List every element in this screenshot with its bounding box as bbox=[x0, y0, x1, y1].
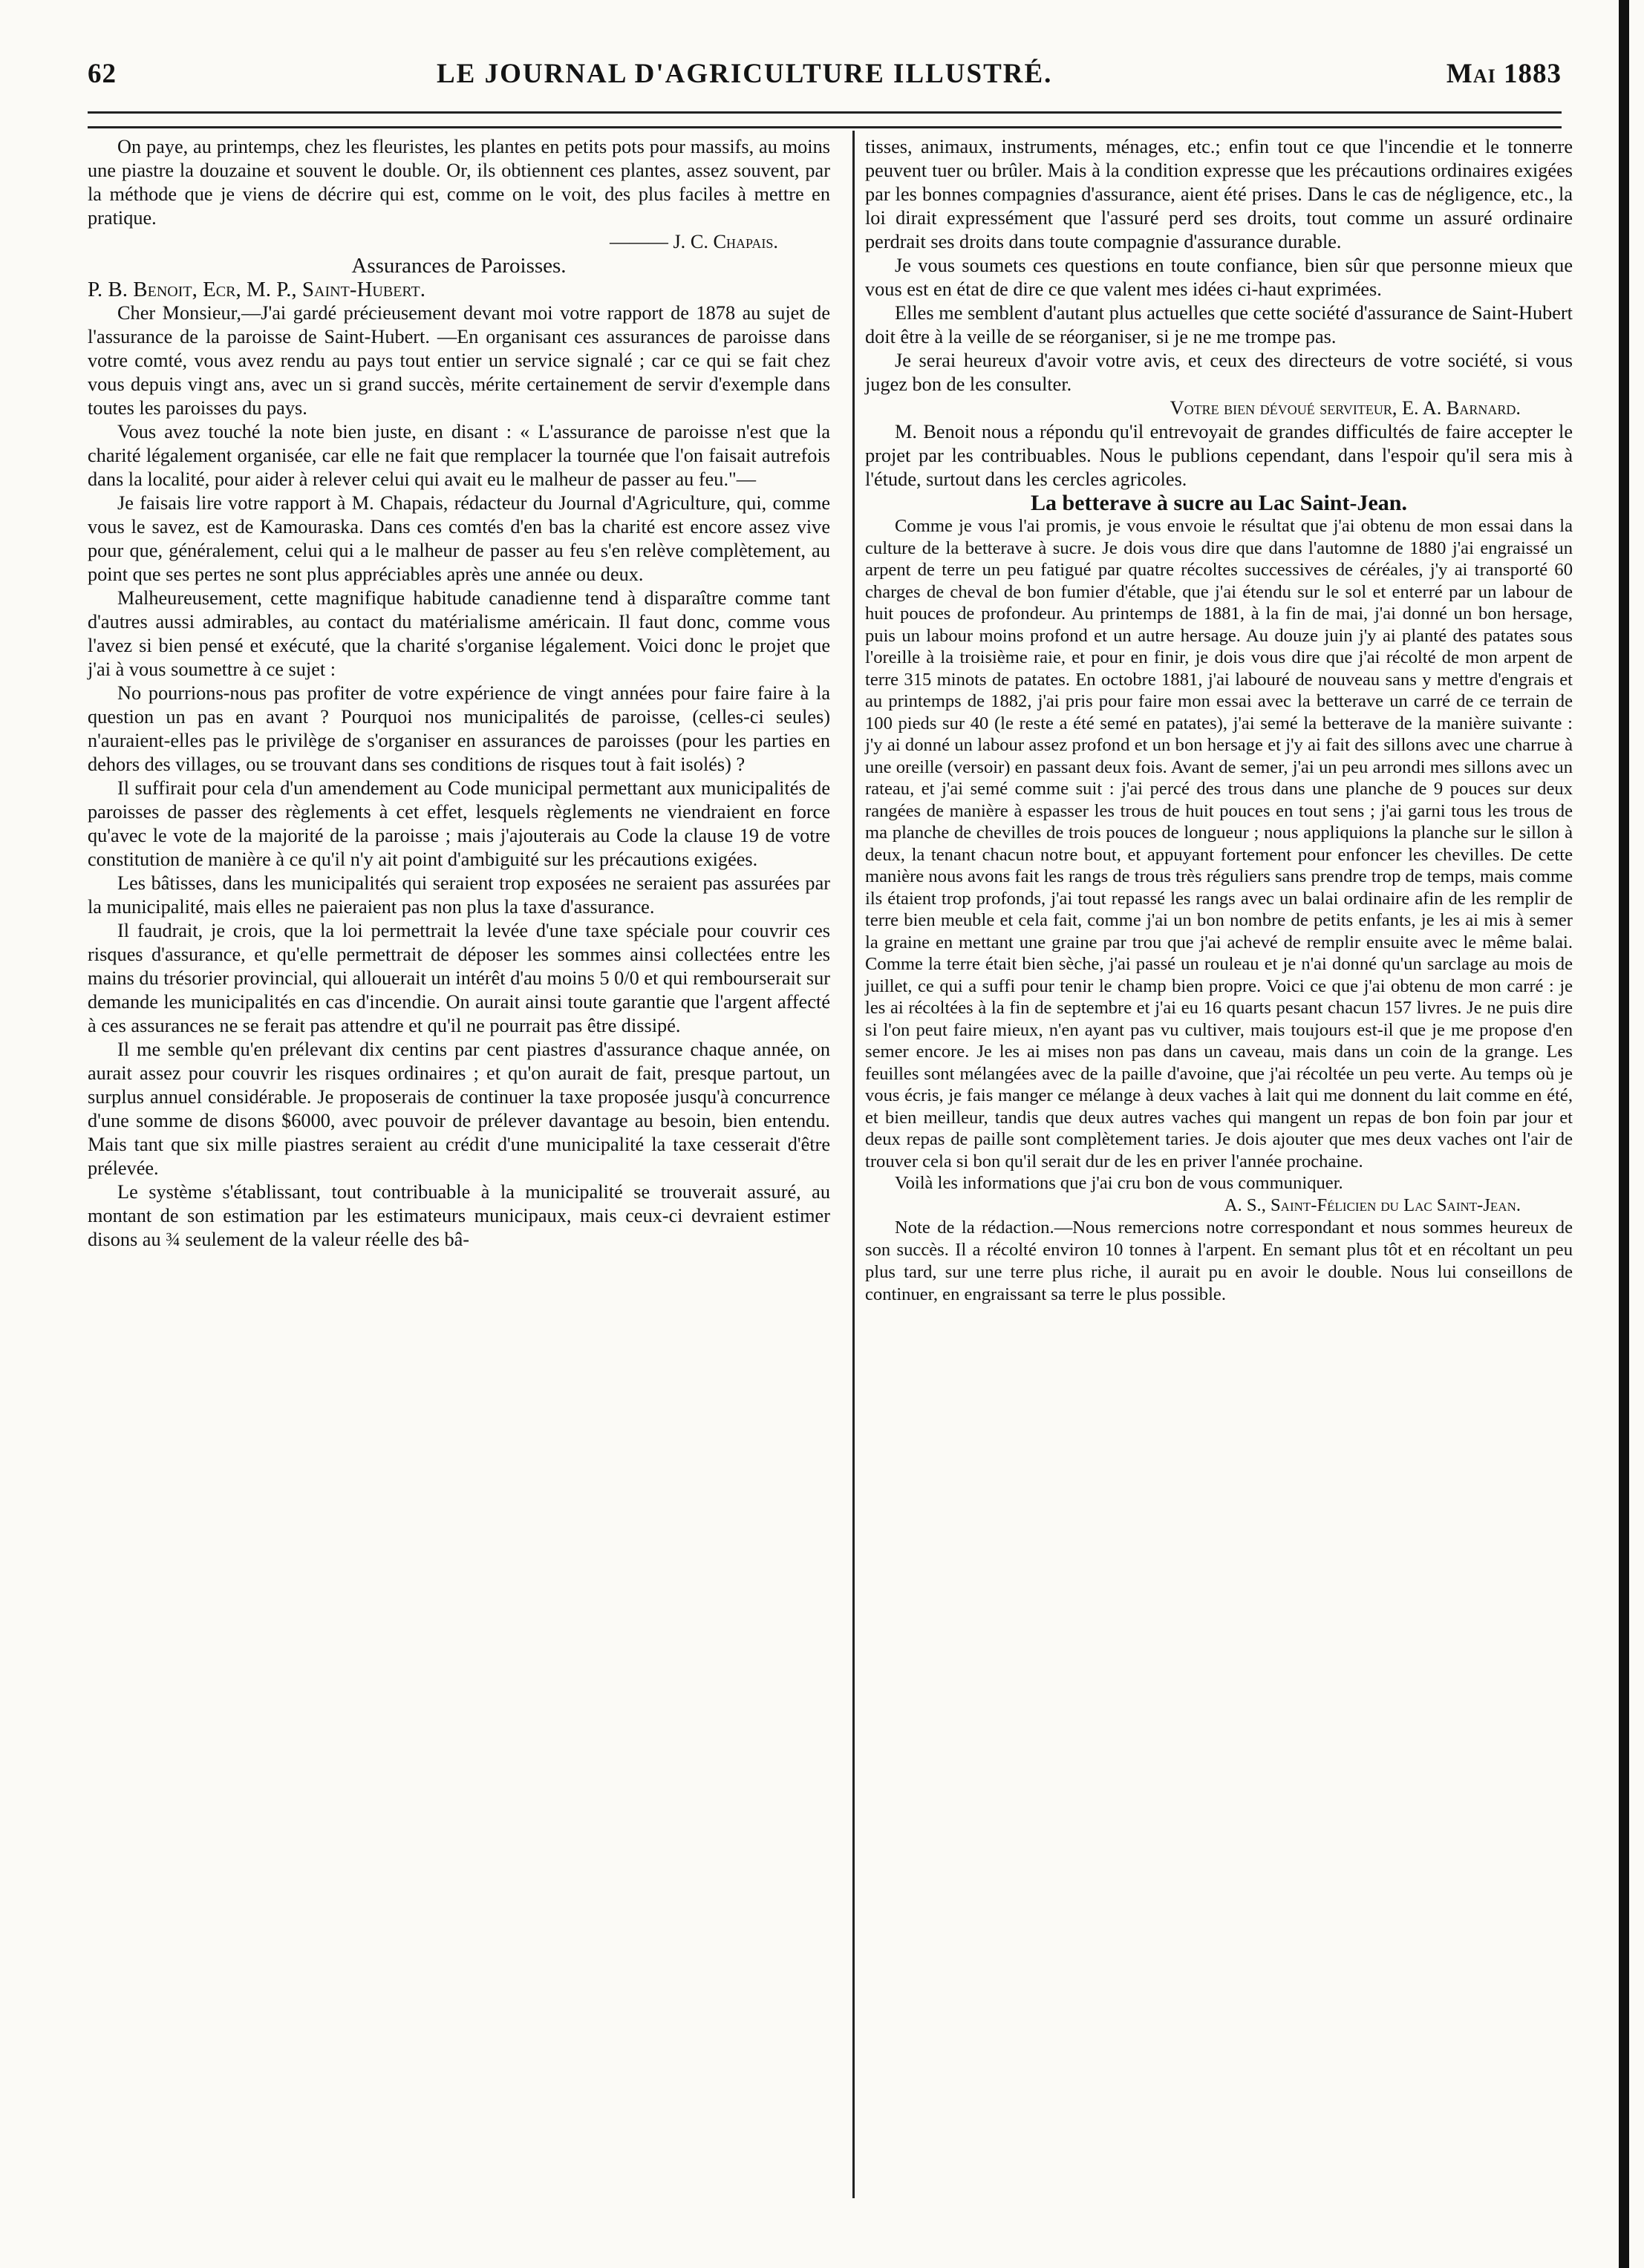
left-paragraph-5: Malheureusement, cette magnifique habitude canadienne tend à disparaître comme tant d'autres aussi admirables, au contact du matérialisme américain. Il faut donc, comme vous l'avez si bien pensé et exécuté, que la charité s'organise légalement. Voici donc le projet que j'ai à vous soumettre à ce sujet : bbox=[88, 587, 830, 680]
left-paragraph-2: Cher Monsieur,—J'ai gardé précieusement devant moi votre rapport de 1878 au sujet de l'assurance de la paroisse de Saint-Hubert. —En organisant ces assurances de paroisse dans votre comté, vous avez rendu au pays tout entier un service signalé ; car ce qui se fait chez vous depuis vingt ans, avec un si grand succès, mérite certainement de servir d'exemple dans toutes les paroisses du pays. bbox=[88, 302, 830, 419]
right-signature-barnard: Votre bien dévoué serviteur, E. A. Barnard. bbox=[1170, 397, 1521, 419]
left-paragraph-9: Il faudrait, je crois, que la loi permettrait la levée d'une taxe spéciale pour couvrir ces risques d'assurance, et qu'elle permettrait de déposer les sommes ainsi collectées entre les mains du trésorier provincial, qui allouerait un intérêt d'au moins 5 0/0 et qui rembourserait sur demande les municipalités en cas d'incendie. On aurait ainsi toute garantie que l'argent affecté à ces assurances ne se ferait pas attendre et qu'il ne pourrait pas être dissipé. bbox=[88, 920, 830, 1036]
left-paragraph-3: Vous avez touché la note bien juste, en disant : « L'assurance de paroisse n'est que la charité légalement organisée, car elle ne fait que remplacer la tournée que l'on faisait autrefois dans la localité, pour aider à relever celui qui avait eu le malheur de passer au feu."— bbox=[88, 421, 830, 490]
letter-address bbox=[88, 278, 830, 301]
left-paragraph-8: Les bâtisses, dans les municipalités qui seraient trop exposées ne seraient pas assurées par la municipalité, mais elles ne paieraient pas non plus la taxe d'assurance. bbox=[88, 872, 830, 918]
article-title-betterave: La betterave à sucre au Lac Saint-Jean. bbox=[1031, 491, 1407, 515]
left-paragraph-4: Je faisais lire votre rapport à M. Chapais, rédacteur du Journal d'Agriculture, qui, comme vous le savez, est de Kamouraska. Dans ces comtés d'en bas la charité est encore assez vive pour que, généralement, celui qui a le malheur de passer au feu s'en relève complètement, au point que ses pertes ne sont plus appréciables après une année ou deux. bbox=[88, 492, 830, 585]
page-header bbox=[88, 58, 1562, 102]
issue-date: Mai 1883 bbox=[1446, 59, 1562, 89]
right-paragraph-3: Elles me semblent d'autant plus actuelles que cette société d'assurance de Saint-Hubert doit être à la veille de se réorganiser, si je ne me trompe pas. bbox=[865, 302, 1573, 347]
right-paragraph-4: Je serai heureux d'avoir votre avis, et ceux des directeurs de votre société, si vous jugez bon de les consulter. bbox=[865, 350, 1573, 395]
right-column bbox=[865, 135, 1573, 1305]
article-title-assurances: Assurances de Paroisses. bbox=[351, 254, 567, 278]
left-signature-chapais: ——— J. C. Chapais. bbox=[609, 231, 778, 252]
right-paragraph-2: Je vous soumets ces questions en toute confiance, bien sûr que personne mieux que vous est en état de dire ce que valent mes idées ci-haut exprimées. bbox=[865, 255, 1573, 300]
page-edge-bar bbox=[1619, 0, 1629, 2268]
editor-note: Note de la rédaction.—Nous remercions notre correspondant et nous sommes heureux de son succès. Il a récolté environ 10 tonnes à l'arpent. En semant plus tôt et en récoltant un peu plus tard, sur une terre plus riche, il aurait pu en avoir le double. Nous lui conseillons de continuer, en engraissant sa terre le plus possible. bbox=[865, 1217, 1573, 1304]
left-paragraph-1: On paye, au printemps, chez les fleuristes, les plantes en petits pots pour massifs, au moins une piastre la douzaine et souvent le double. Or, ils obtiennent ces plantes, assez souvent, par la méthode que je viens de décrire qui est, comme on le voit, des plus faciles à mettre en pratique. bbox=[88, 136, 830, 229]
left-paragraph-10: Il me semble qu'en prélevant dix centins par cent piastres d'assurance chaque année, on aurait assez pour couvrir les risques ordinaires ; et qu'on aurait de fait, presque partout, un surplus annuel considérable. Je proposerais de continuer la taxe proposée jusqu'à concurrence d'une somme de disons $6000, avec pouvoir de prélever davantage au besoin, bien entendu. Mais tant que six mille piastres seraient au crédit d'une municipalité la taxe cesserait d'être prélevée. bbox=[88, 1039, 830, 1179]
left-column bbox=[88, 135, 830, 1252]
letter-address-text: P. B. Benoit, Ecr, M. P., Saint-Hubert. bbox=[88, 278, 426, 301]
right-paragraph-6: Comme je vous l'ai promis, je vous envoie le résultat que j'ai obtenu de mon essai dans la culture de la betterave à sucre. Je dois vous dire que dans l'automne de 1880 j'ai engraissé un arpent de terre un peu fatigué par quatre récoltes successives de céréales, j'y ai transporté 60 charges de cheval de bon fumier d'étable, que j'ai étendu sur le sol et enterré par un labour de huit pouces de profondeur. Au printemps de 1881, à la fin de mai, j'ai donné un bon hersage, puis un labour moins profond et un autre hersage. Au douze juin j'y ai planté des patates sous l'oreille à la troisième raie, et pour en finir, je dois vous dire que j'ai récolté de mon arpent de terre 315 minots de patates. En octobre 1881, j'ai labouré de nouveau sans y mettre d'engrais et au printemps de 1882, j'ai pris pour faire mon essai avec la betterave un carré de ce terrain de 100 pieds sur 40 (le reste a été semé en patates), j'ai semé la betterave de la manière suivante : j'y ai donné un labour assez profond et un bon hersage et j'y ai fait des sillons avec une charrue à une oreille (versoir) en passant deux fois. Avant de semer, j'ai un peu arrondi mes sillons avec un rateau, et j'ai semé comme suit : j'ai percé des trous dans une planche de 9 pouces sur deux rangées de manière à espasser les trous de huit pouces en tout sens ; j'ai garni tous les trous de ma planche de chevilles de trois pouces de longueur ; nous appliquions la planche sur le sillon à deux, la tenant chacun notre bout, et appuyant fortement pour enfoncer les chevilles. De cette manière nous avons fait les rangs de trous très réguliers sans prendre trop de temps, mais comme ils étaient trop profonds, j'ai tout repassé les rangs avec un balai ordinaire afin de les remplir de terre bien meuble et cela fait, comme j'ai un bon nombre de petits enfants, je les ai mis à semer la graine en mettant une graine par trou que j'ai achevé de remplir ensuite avec le même balai. Comme la terre était bien sèche, j'ai passé un rouleau et je n'ai donné qu'un sarclage au mois de juillet, ce qui a suffi pour tenir le champ bien propre. Voici ce que j'ai obtenu de mon carré : je les ai récoltées à la fin de septembre et j'ai eu 16 quarts pesant chacun 157 livres. Je ne puis dire si l'on peut faire mieux, n'en ayant pas vu cultiver, mais toujours est-il que je me propose d'en semer encore. Je les ai mises non pas dans un caveau, mais dans un coin de la grange. Les feuilles sont mélangées avec de la paille d'avoine, que j'ai récoltée un peu verte. Au temps où je vous écris, je fais manger ce mélange à deux vaches à lait qui me donnent du lait comme en été, et bien meilleur, tandis que deux autres vaches qui mangent un repas de bon foin par jour et deux repas de paille sont complètement taries. Je dois ajouter que mes deux vaches ont l'air de trouver cela si bon qu'il serait dur de les en priver l'année prochaine. bbox=[865, 516, 1573, 1171]
left-paragraph-7: Il suffirait pour cela d'un amendement au Code municipal permettant aux municipalités de paroisses de passer des règlements à cet effet, lesquels règlements ne viendraient en force qu'avec le vote de la majorité de la paroisse ; mais j'ajouterais au Code la clause 19 de votre constitution de manière à ce qu'il n'y ait point d'ambiguité sur les précautions exigées. bbox=[88, 777, 830, 870]
right-signature-as: A. S., Saint-Félicien du Lac Saint-Jean. bbox=[1224, 1195, 1521, 1215]
column-divider bbox=[852, 131, 855, 2198]
header-rule-top bbox=[88, 111, 1562, 114]
left-paragraph-6: No pourrions-nous pas profiter de votre expérience de vingt années pour faire faire à la question un pas en avant ? Pourquoi nos municipalités de paroisse, (celles-ci seules) n'auraient-elles pas le privilège de s'organiser en assurances de paroisses (pour les parties en dehors des villages, ou se trouvant dans ses conditions de risques tout à fait isolés) ? bbox=[88, 682, 830, 775]
left-paragraph-11: Le système s'établissant, tout contribuable à la municipalité se trouverait assuré, au montant de son estimation par les estimateurs municipaux, mais ceux-ci devraient estimer disons au ¾ seulement de la valeur réelle des bâ- bbox=[88, 1181, 830, 1250]
journal-title: LE JOURNAL D'AGRICULTURE ILLUSTRÉ. bbox=[437, 59, 1053, 89]
header-rule-bottom bbox=[88, 126, 1562, 128]
right-paragraph-5: M. Benoit nous a répondu qu'il entrevoyait de grandes difficultés de faire accepter le projet par les contribuables. Nous le publions cependant, dans l'espoir qu'il sera mis à l'étude, surtout dans les cercles agricoles. bbox=[865, 421, 1573, 490]
right-paragraph-1: tisses, animaux, instruments, ménages, etc.; enfin tout ce que l'incendie et le tonnerre peuvent tuer ou brûler. Mais à la condition expresse que les précautions ordinaires exigées par les bonnes compagnies d'assurance, aient été prises. Dans le cas de négligence, etc., la loi dirait expressément que l'assuré perd ses droits, tout comme un assuré ordinaire perdrait ses droits dans toute compagnie d'assurance durable. bbox=[865, 136, 1573, 252]
right-paragraph-7: Voilà les informations que j'ai cru bon de vous communiquer. bbox=[895, 1173, 1343, 1193]
page-number: 62 bbox=[88, 59, 117, 89]
